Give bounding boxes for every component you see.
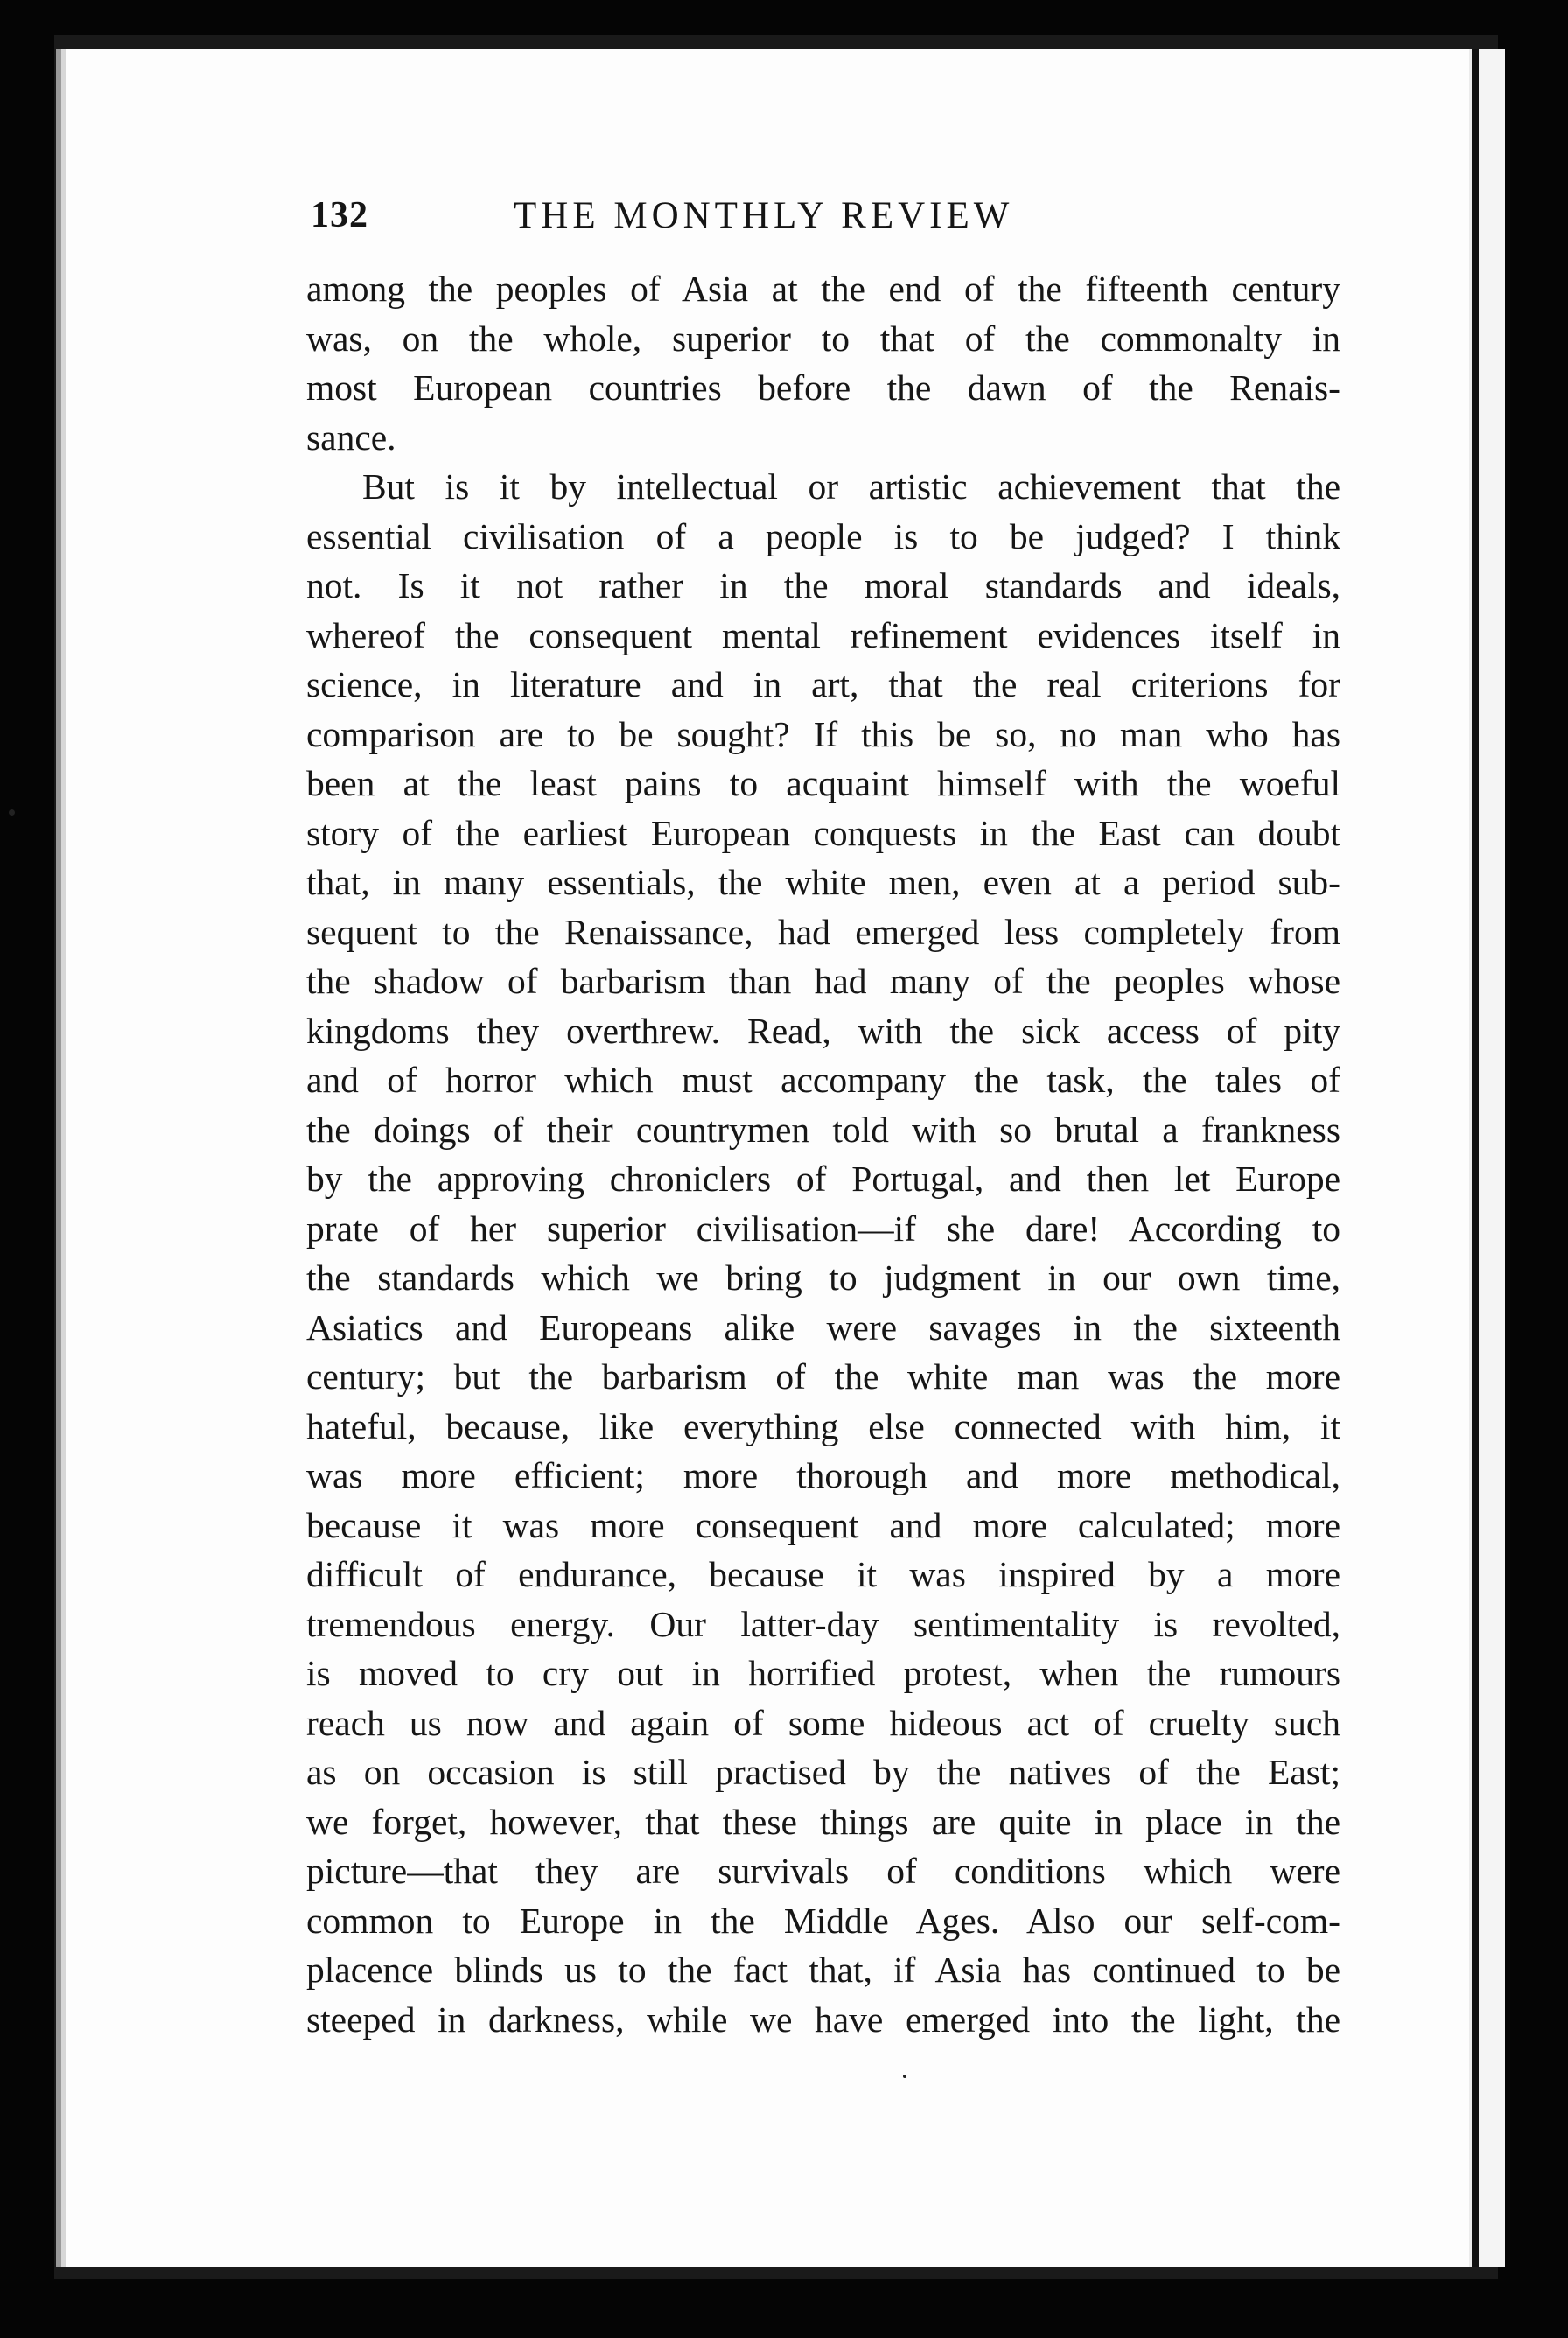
page-edge-right (1472, 49, 1505, 2267)
text-line: was more efficient; more thorough and more methodical, (306, 1455, 1340, 1495)
text-line: essential civilisation of a people is to be judged? I think (306, 515, 1340, 556)
text-line: difficult of endurance, because it was inspired by a more (306, 1554, 1340, 1594)
text-line: the standards which we bring to judgment in our own time, (306, 1257, 1340, 1298)
text-line: the shadow of barbarism than had many of the peoples whose (306, 961, 1340, 1001)
text-line: as on occasion is still practised by the natives of the East; (306, 1752, 1340, 1792)
text-line: kingdoms they overthrew. Read, with the sick access of pity (306, 1010, 1340, 1051)
text-line: century; but the barbarism of the white man was the more (306, 1356, 1340, 1396)
paragraph-1 (306, 264, 1340, 462)
text-line: prate of her superior civilisation—if she dare! According to (306, 1208, 1340, 1249)
running-head (311, 194, 1107, 247)
text-line: story of the earliest European conquests in the East can doubt (306, 812, 1340, 853)
text-line: the doings of their countrymen told with so brutal a frankness (306, 1109, 1340, 1150)
text-line: is moved to cry out in horrified protest, when the rumours (306, 1653, 1340, 1693)
text-line: whereof the consequent mental refinement evidences itself in (306, 614, 1340, 655)
body-text (306, 264, 1340, 2044)
text-line: sance. (306, 416, 396, 458)
text-line: sequent to the Renaissance, had emerged less completely from (306, 911, 1340, 952)
text-line: Asiatics and Europeans alike were savages in the sixteenth (306, 1306, 1340, 1348)
text-line: and of horror which must accompany the task, the tales of (306, 1060, 1340, 1100)
text-line: placence blinds us to the fact that, if Asia has continued to be (306, 1950, 1340, 1990)
text-line: been at the least pains to acquaint himself with the woeful (306, 763, 1340, 803)
text-line: by the approving chroniclers of Portugal, and then let Europe (306, 1158, 1340, 1199)
text-line: not. Is it not rather in the moral standards and ideals, (306, 565, 1340, 606)
text-line: among the peoples of Asia at the end of the fifteenth century (306, 269, 1340, 309)
paragraph-2 (306, 462, 1340, 2044)
text-line: tremendous energy. Our latter-day sentimentality is revolted, (306, 1603, 1340, 1644)
text-line: most European countries before the dawn of the Renais- (306, 368, 1340, 408)
text-line: we forget, however, that these things are quite in place in the (306, 1801, 1340, 1842)
text-line: reach us now and again of some hideous act of cruelty such (306, 1702, 1340, 1743)
journal-title: THE MONTHLY REVIEW (514, 195, 1014, 236)
scan-speck (903, 2075, 906, 2078)
text-line: hateful, because, like everything else connected with him, it (306, 1405, 1340, 1446)
text-line: because it was more consequent and more calculated; more (306, 1504, 1340, 1545)
text-line: comparison are to be sought? If this be so, no man who has (306, 713, 1340, 754)
text-line: steeped in darkness, while we have emerged into the light, the (306, 1998, 1340, 2040)
page-number: 132 (311, 195, 368, 235)
text-line: But is it by intellectual or artistic achievement that the (362, 466, 1340, 507)
text-line: picture—that they are survivals of conditions which were (306, 1851, 1340, 1891)
text-line: science, in literature and in art, that the real criterions for (306, 664, 1340, 704)
scan-speck (9, 809, 15, 816)
text-line: was, on the whole, superior to that of the commonalty in (306, 318, 1340, 359)
text-line: that, in many essentials, the white men, even at a period sub- (306, 862, 1340, 902)
text-line: common to Europe in the Middle Ages. Also our self-com- (306, 1900, 1340, 1941)
